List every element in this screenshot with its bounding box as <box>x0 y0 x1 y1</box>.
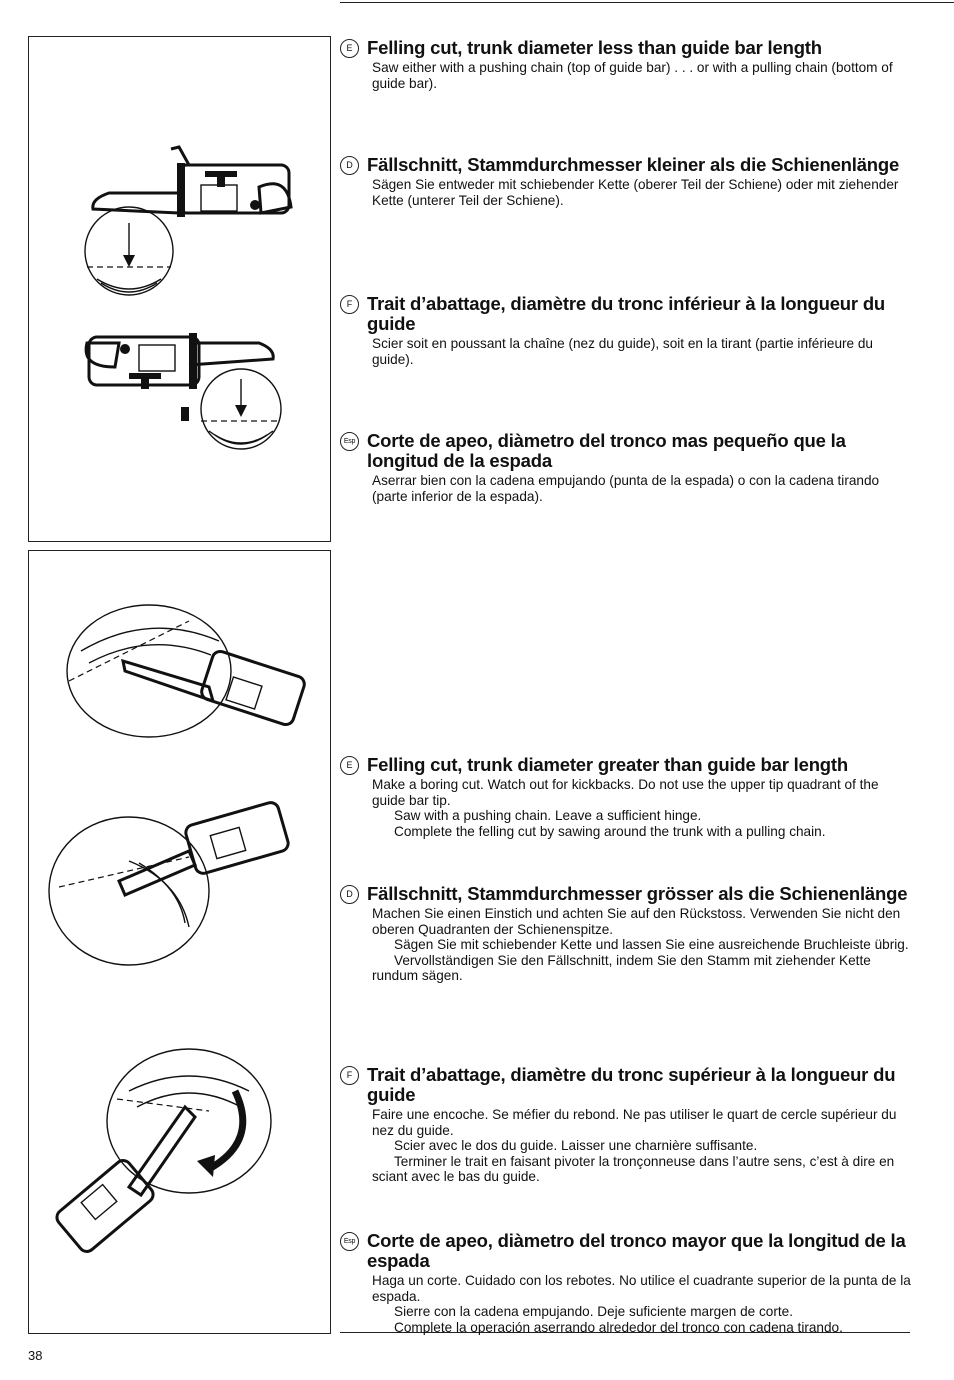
boring-cut-illustration <box>67 605 306 737</box>
chainsaw-pushing-illustration <box>93 147 291 217</box>
section-paragraph: Sägen Sie entweder mit schiebender Kette (oberer Teil der Schiene) oder mit ziehender Kette (unterer Teil der Schiene). <box>372 177 899 208</box>
section-title: Fällschnitt, Stammdurchmesser grösser als die Schienenlänge <box>367 883 908 904</box>
section-top-D <box>340 155 914 208</box>
section-title: Corte de apeo, diàmetro del tronco mayor que la longitud de la espada <box>367 1230 906 1271</box>
section-paragraph: Scier soit en poussant la chaîne (nez du guide), soit en la tirant (partie inférieure du guide). <box>372 336 873 367</box>
illustration-frame-large-trunk <box>28 550 331 1334</box>
section-bottom-Esp <box>340 1231 914 1335</box>
section-paragraph: Sägen Sie mit schiebender Kette und lassen Sie eine ausreichende Bruchleiste übrig. <box>394 937 909 952</box>
lang-badge-icon: E <box>340 756 359 775</box>
section-paragraph: Saw either with a pushing chain (top of guide bar) . . . or with a pulling chain (bottom of guide bar). <box>372 60 893 91</box>
section-paragraph: Scier avec le dos du guide. Laisser une charnière suffisante. <box>394 1138 758 1153</box>
top-rule <box>340 2 954 3</box>
section-paragraph: Make a boring cut. Watch out for kickbacks. Do not use the upper tip quadrant of the guide bar tip. <box>372 777 879 808</box>
illustration-frame-small-trunk <box>28 36 331 542</box>
section-paragraph: Sierre con la cadena empujando. Deje suficiente margen de corte. <box>394 1304 793 1319</box>
lang-badge-icon: Esp <box>340 432 359 451</box>
trunk-cross-section-2 <box>201 369 281 449</box>
section-title: Trait d’abattage, diamètre du tronc supérieur à la longueur du guide <box>367 1064 896 1105</box>
section-title: Corte de apeo, diàmetro del tronco mas pequeño que la longitud de la espada <box>367 430 846 471</box>
section-title: Felling cut, trunk diameter less than guide bar length <box>367 37 822 58</box>
section-paragraph: Saw with a pushing chain. Leave a sufficient hinge. <box>394 808 702 823</box>
page-number: 38 <box>28 1348 43 1363</box>
section-bottom-F <box>340 1065 914 1185</box>
section-paragraph: Machen Sie einen Einstich und achten Sie auf den Rückstoss. Verwenden Sie nicht den oberen Quadranten der Schienenspitze. <box>372 906 901 937</box>
lang-badge-icon: E <box>340 39 359 58</box>
lang-badge-icon: D <box>340 885 359 904</box>
section-paragraph: Vervollständigen Sie den Fällschnitt, indem Sie den Stamm mit ziehender Kette rundum sägen. <box>372 952 871 983</box>
lang-badge-icon: D <box>340 156 359 175</box>
section-paragraph: Complete la operación aserrando alrededor del tronco con cadena tirando. <box>394 1319 843 1335</box>
trunk-cross-section-1 <box>85 207 173 295</box>
section-paragraph: Faire une encoche. Se méfier du rebond. Ne pas utiliser le quart de cercle supérieur du nez du guide. <box>372 1107 897 1138</box>
pushing-chain-cut-illustration <box>49 801 290 965</box>
section-paragraph: Aserrar bien con la cadena empujando (punta de la espada) o con la cadena tirando (parte inferior de la espada). <box>372 473 880 504</box>
lang-badge-icon: F <box>340 295 359 314</box>
section-top-F <box>340 294 914 367</box>
section-title: Fällschnitt, Stammdurchmesser kleiner als die Schienenlänge <box>367 154 900 175</box>
chainsaw-small-trunk-illustration <box>29 37 330 541</box>
section-title: Felling cut, trunk diameter greater than guide bar length <box>367 754 848 775</box>
section-bottom-E <box>340 755 914 839</box>
section-paragraph: Terminer le trait en faisant pivoter la tronçonneuse dans l’autre sens, c’est à dire en sciant avec le bas du guide. <box>372 1153 895 1184</box>
chainsaw-large-trunk-illustration <box>29 551 330 1333</box>
section-top-Esp <box>340 431 914 504</box>
lang-badge-icon: Esp <box>340 1232 359 1251</box>
section-top-E <box>340 38 914 91</box>
section-title: Trait d’abattage, diamètre du tronc inférieur à la longueur du guide <box>367 293 886 334</box>
section-bottom-D <box>340 884 914 984</box>
pulling-chain-cut-illustration <box>54 1049 271 1255</box>
lang-badge-icon: F <box>340 1066 359 1085</box>
section-paragraph: Haga un corte. Cuidado con los rebotes. No utilice el cuadrante superior de la punta de la espada. <box>372 1273 911 1304</box>
section-paragraph: Complete the felling cut by sawing around the trunk with a pulling chain. <box>394 823 826 839</box>
